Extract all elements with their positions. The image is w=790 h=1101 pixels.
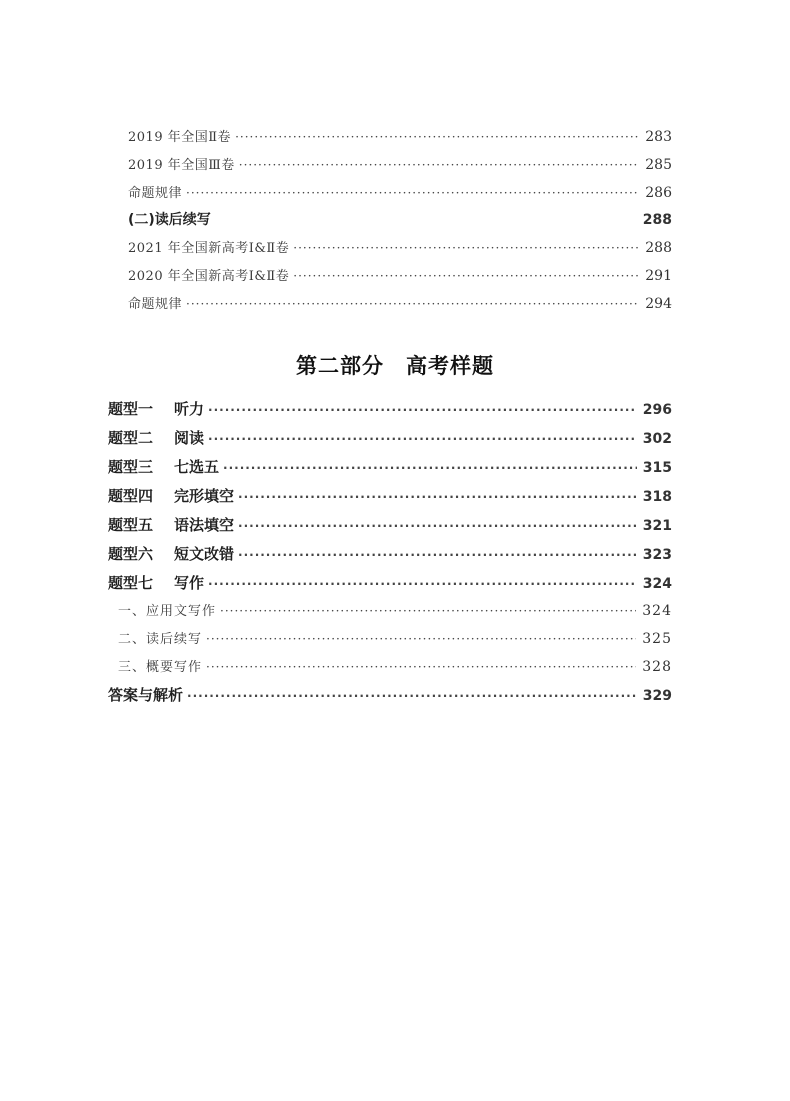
toc-entry[interactable]: [128, 154, 672, 178]
toc-entry[interactable]: [128, 182, 672, 206]
toc-question-type[interactable]: [108, 572, 672, 596]
toc-entry-page: 286: [645, 185, 672, 201]
toc-entry-page: 302: [642, 431, 672, 447]
toc-entry-label: 2019 年全国Ⅲ卷: [128, 158, 235, 173]
dot-leader: [208, 432, 637, 446]
question-type-number: 题型三: [108, 458, 154, 476]
dot-leader: [239, 158, 640, 172]
dot-leader: [293, 241, 639, 255]
toc-entry-label: 一、应用文写作: [118, 604, 217, 619]
question-type-title: 完形填空: [174, 487, 235, 505]
toc-entry-label: 2020 年全国新高考Ⅰ&Ⅱ卷: [128, 269, 290, 284]
toc-entry-page: 288: [645, 240, 672, 256]
toc-entry-label: 2021 年全国新高考Ⅰ&Ⅱ卷: [128, 241, 290, 256]
toc-entry-label: (二)读后续写: [128, 212, 211, 228]
toc-question-type[interactable]: [108, 427, 672, 451]
question-type-number: 题型五: [108, 516, 154, 534]
question-type-title: 语法填空: [174, 516, 235, 534]
toc-entry-label: 2019 年全国Ⅱ卷: [128, 130, 232, 145]
question-type-number: 题型二: [108, 429, 154, 447]
toc-question-type[interactable]: [108, 456, 672, 480]
question-type-title: 七选五: [174, 458, 220, 476]
toc-entry[interactable]: [128, 293, 672, 317]
toc-entry[interactable]: [128, 237, 672, 261]
dot-leader: [186, 297, 639, 311]
dot-leader: [186, 186, 639, 200]
toc-entry[interactable]: [118, 656, 672, 680]
toc-entry-page: 285: [645, 157, 672, 173]
toc-question-type[interactable]: [108, 398, 672, 422]
toc-entry-page: 315: [642, 460, 672, 476]
dot-leader: [208, 403, 637, 417]
toc-question-type[interactable]: [108, 485, 672, 509]
question-type-number: 题型六: [108, 545, 154, 563]
toc-entry-subsection[interactable]: [128, 209, 672, 233]
toc-entry-page: 328: [642, 659, 672, 675]
toc-entry-page: 296: [642, 402, 672, 418]
dot-leader: [208, 577, 637, 591]
dot-leader: [293, 269, 639, 283]
toc-entry-page: 325: [642, 631, 672, 647]
part-heading: 第二部分 高考样题: [296, 353, 494, 378]
question-type-title: 短文改错: [174, 545, 235, 563]
dot-leader: [187, 689, 637, 703]
dot-leader: [223, 461, 637, 475]
toc-entry-page: 323: [642, 547, 672, 563]
question-type-title: 听力: [174, 400, 205, 418]
toc-question-type[interactable]: [108, 543, 672, 567]
toc-entry-page: 294: [645, 296, 672, 312]
toc-entry-label: 答案与解析: [108, 686, 184, 704]
toc-entry[interactable]: [118, 600, 672, 624]
toc-entry[interactable]: [128, 126, 672, 150]
toc-entry-label: 二、读后续写: [118, 632, 203, 647]
toc-entry-page: 288: [642, 212, 672, 228]
dot-leader: [238, 519, 637, 533]
toc-question-type[interactable]: [108, 514, 672, 538]
toc-entry[interactable]: [128, 265, 672, 289]
toc-entry-page: 291: [645, 268, 672, 284]
toc-entry-label: 命题规律: [128, 297, 183, 312]
toc-entry-page: 329: [642, 688, 672, 704]
dot-leader: [220, 604, 636, 618]
dot-leader: [238, 548, 637, 562]
toc-entry-page: 324: [642, 603, 672, 619]
dot-leader: [238, 490, 637, 504]
question-type-title: 写作: [174, 574, 205, 592]
dot-leader: [235, 130, 639, 144]
toc-answers-entry[interactable]: [108, 684, 672, 708]
toc-entry-page: 324: [642, 576, 672, 592]
question-type-title: 阅读: [174, 429, 205, 447]
dot-leader: [206, 660, 636, 674]
toc-entry-page: 321: [642, 518, 672, 534]
toc-entry-label: 三、概要写作: [118, 660, 203, 675]
toc-entry-page: 318: [642, 489, 672, 505]
question-type-number: 题型七: [108, 574, 154, 592]
toc-entry[interactable]: [118, 628, 672, 652]
toc-entry-page: 283: [645, 129, 672, 145]
toc-entry-label: 命题规律: [128, 186, 183, 201]
dot-leader: [206, 632, 636, 646]
question-type-number: 题型一: [108, 400, 154, 418]
question-type-number: 题型四: [108, 487, 154, 505]
